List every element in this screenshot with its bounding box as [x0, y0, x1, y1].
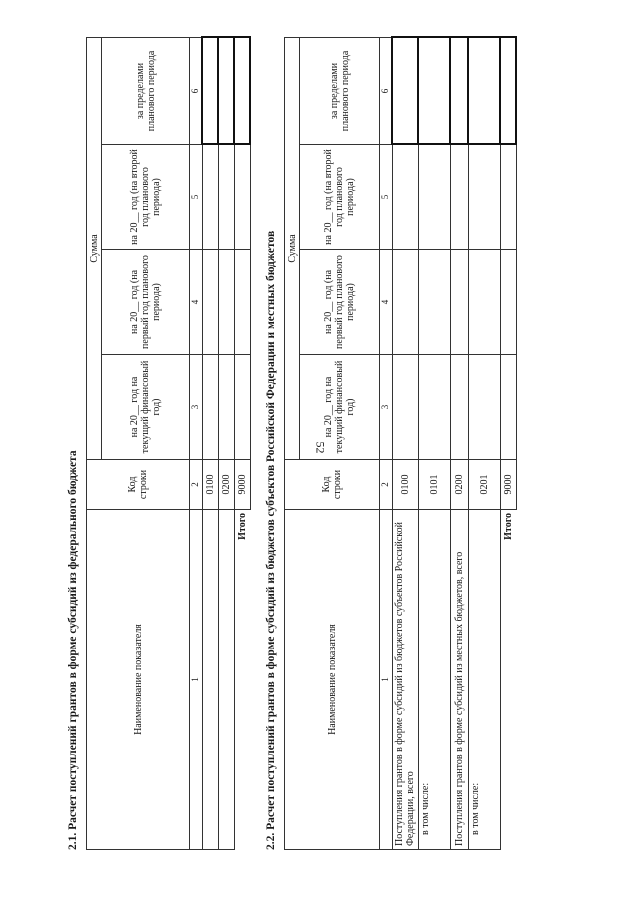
value-cell[interactable] [392, 355, 418, 460]
total-label: Итого [500, 510, 516, 850]
value-cell[interactable] [450, 145, 468, 250]
header-sum: Сумма [87, 37, 102, 459]
column-number: 4 [190, 250, 203, 355]
value-cell[interactable] [218, 145, 234, 250]
value-cell[interactable] [450, 37, 468, 144]
value-cell[interactable] [392, 145, 418, 250]
column-numbers-row [380, 37, 393, 849]
header-row [285, 37, 300, 849]
value-cell[interactable] [218, 250, 234, 355]
column-number: 3 [380, 355, 393, 460]
total-row [234, 37, 250, 849]
header-col4: на 20__ год (на первый год планового периода) [300, 250, 380, 355]
row-name[interactable] [202, 510, 218, 850]
row-name: Поступления грантов в форме субсидий из бюджетов субъектов Российской Федерации, всего [392, 510, 418, 850]
table-row [392, 37, 418, 849]
total-cell[interactable] [234, 37, 250, 144]
value-cell[interactable] [418, 355, 450, 460]
total-cell[interactable] [500, 145, 516, 250]
column-number: 3 [190, 355, 203, 460]
row-code: 0101 [418, 460, 450, 510]
header-row [87, 37, 102, 849]
table-2-1 [86, 36, 251, 850]
row-name[interactable] [218, 510, 234, 850]
row-code: 0100 [202, 460, 218, 510]
header-col6: за пределами планового периода [300, 37, 380, 144]
table-row [202, 37, 218, 849]
header-col3: на 20__ год на текущий финансовый год) [102, 355, 190, 460]
value-cell[interactable] [468, 355, 500, 460]
total-cell[interactable] [234, 145, 250, 250]
row-name: в том числе: [468, 510, 500, 850]
total-cell[interactable] [234, 355, 250, 460]
header-code: Код строки [87, 460, 190, 510]
column-number: 4 [380, 250, 393, 355]
table-row [450, 37, 468, 849]
total-row [500, 37, 516, 849]
row-code: 0200 [450, 460, 468, 510]
row-name: в том числе: [418, 510, 450, 850]
column-number: 5 [190, 145, 203, 250]
column-number: 2 [190, 460, 203, 510]
header-code: Код строки [285, 460, 380, 510]
table-2-2 [284, 36, 517, 850]
value-cell[interactable] [202, 37, 218, 144]
header-sum: Сумма [285, 37, 300, 459]
value-cell[interactable] [202, 355, 218, 460]
page-number: 52 [313, 441, 328, 454]
value-cell[interactable] [392, 37, 418, 144]
total-cell[interactable] [234, 250, 250, 355]
row-code: 0100 [392, 460, 418, 510]
total-cell[interactable] [500, 250, 516, 355]
section-2-1 [64, 38, 251, 850]
total-cell[interactable] [500, 355, 516, 460]
section-2-2-title: 2.2. Расчет поступлений грантов в форме субсидий из бюджетов субъектов Российской Федерации и местных бюджетов [265, 230, 277, 850]
value-cell[interactable] [468, 250, 500, 355]
value-cell[interactable] [450, 250, 468, 355]
header-col3: на 20__ год на текущий финансовый год) [300, 355, 380, 460]
header-name: Наименование показателя [285, 510, 380, 850]
value-cell[interactable] [468, 37, 500, 144]
column-number: 1 [190, 510, 203, 850]
value-cell[interactable] [218, 37, 234, 144]
header-col5: на 20__ год (на второй год планового периода) [102, 145, 190, 250]
value-cell[interactable] [202, 145, 218, 250]
value-cell[interactable] [468, 145, 500, 250]
column-number: 5 [380, 145, 393, 250]
column-numbers-row [190, 37, 203, 849]
row-name: Поступления грантов в форме субсидий из местных бюджетов, всего [450, 510, 468, 850]
table-row [218, 37, 234, 849]
column-number: 2 [380, 460, 393, 510]
value-cell[interactable] [218, 355, 234, 460]
column-number: 1 [380, 510, 393, 850]
row-code: 0200 [218, 460, 234, 510]
value-cell[interactable] [202, 250, 218, 355]
value-cell[interactable] [418, 250, 450, 355]
table-row [418, 37, 450, 849]
header-col6: за пределами планового периода [102, 37, 190, 144]
header-name: Наименование показателя [87, 510, 190, 850]
section-2-2 [262, 38, 517, 850]
row-code: 0201 [468, 460, 500, 510]
value-cell[interactable] [418, 145, 450, 250]
value-cell[interactable] [418, 37, 450, 144]
total-label: Итого [234, 510, 250, 850]
total-code: 9000 [500, 460, 516, 510]
table-row [468, 37, 500, 849]
value-cell[interactable] [392, 250, 418, 355]
total-code: 9000 [234, 460, 250, 510]
total-cell[interactable] [500, 37, 516, 144]
header-col5: на 20__ год (на второй год планового периода) [300, 145, 380, 250]
section-2-1-title: 2.1. Расчет поступлений грантов в форме субсидий из федерального бюджета [67, 450, 79, 850]
value-cell[interactable] [450, 355, 468, 460]
column-number: 6 [190, 37, 203, 144]
column-number: 6 [380, 37, 393, 144]
header-col4: на 20__ год (на первый год планового периода) [102, 250, 190, 355]
